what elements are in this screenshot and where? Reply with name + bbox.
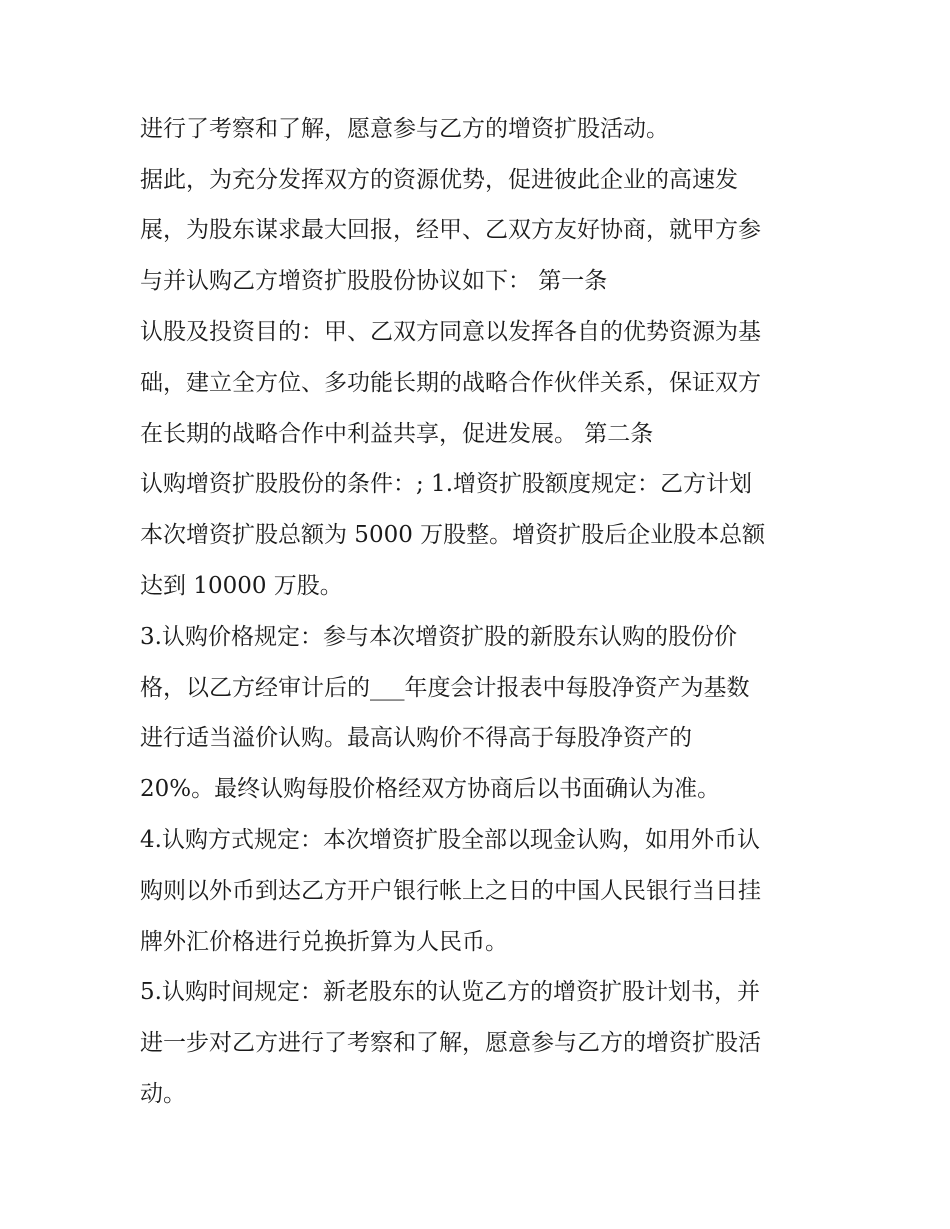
text-line: 认购增资扩股股份的条件：; 1.增资扩股额度规定：乙方计划 [140, 471, 753, 497]
text-line: 进一步对乙方进行了考察和了解，愿意参与乙方的增资扩股活 [140, 1030, 761, 1056]
text-line: 4.认购方式规定：本次增资扩股全部以现金认购，如用外币认 [140, 827, 760, 853]
text-line: 进行适当溢价认购。最高认购价不得高于每股净资产的 [140, 725, 692, 751]
text-line: 格，以乙方经审计后的___年度会计报表中每股净资产为基数 [140, 675, 750, 701]
text-line: 认股及投资目的：甲、乙双方同意以发挥各自的优势资源为基 [140, 319, 761, 345]
text-line: 据此，为充分发挥双方的资源优势，促进彼此企业的高速发 [140, 167, 738, 193]
text-line: 本次增资扩股总额为 5000 万股整。增资扩股后企业股本总额 [140, 522, 766, 548]
text-line: 3.认购价格规定：参与本次增资扩股的新股东认购的股份价 [140, 624, 737, 650]
text-line: 达到 10000 万股。 [140, 573, 343, 599]
text-line: 牌外汇价格进行兑换折算为人民币。 [140, 929, 508, 955]
text-line: 与并认购乙方增资扩股股份协议如下： 第一条 [140, 268, 608, 294]
text-line: 展，为股东谋求最大回报，经甲、乙双方友好协商，就甲方参 [140, 217, 761, 243]
text-line: 购则以外币到达乙方开户银行帐上之日的中国人民银行当日挂 [140, 878, 761, 904]
text-line: 5.认购时间规定：新老股东的认览乙方的增资扩股计划书，并 [140, 979, 760, 1005]
text-line: 进行了考察和了解，愿意参与乙方的增资扩股活动。 [140, 116, 669, 142]
text-line: 动。 [140, 1081, 186, 1107]
text-line: 20%。最终认购每股价格经双方协商后以书面确认为准。 [140, 776, 721, 802]
text-line: 在长期的战略合作中利益共享，促进发展。 第二条 [140, 421, 654, 447]
text-line: 础，建立全方位、多功能长期的战略合作伙伴关系，保证双方 [140, 370, 761, 396]
